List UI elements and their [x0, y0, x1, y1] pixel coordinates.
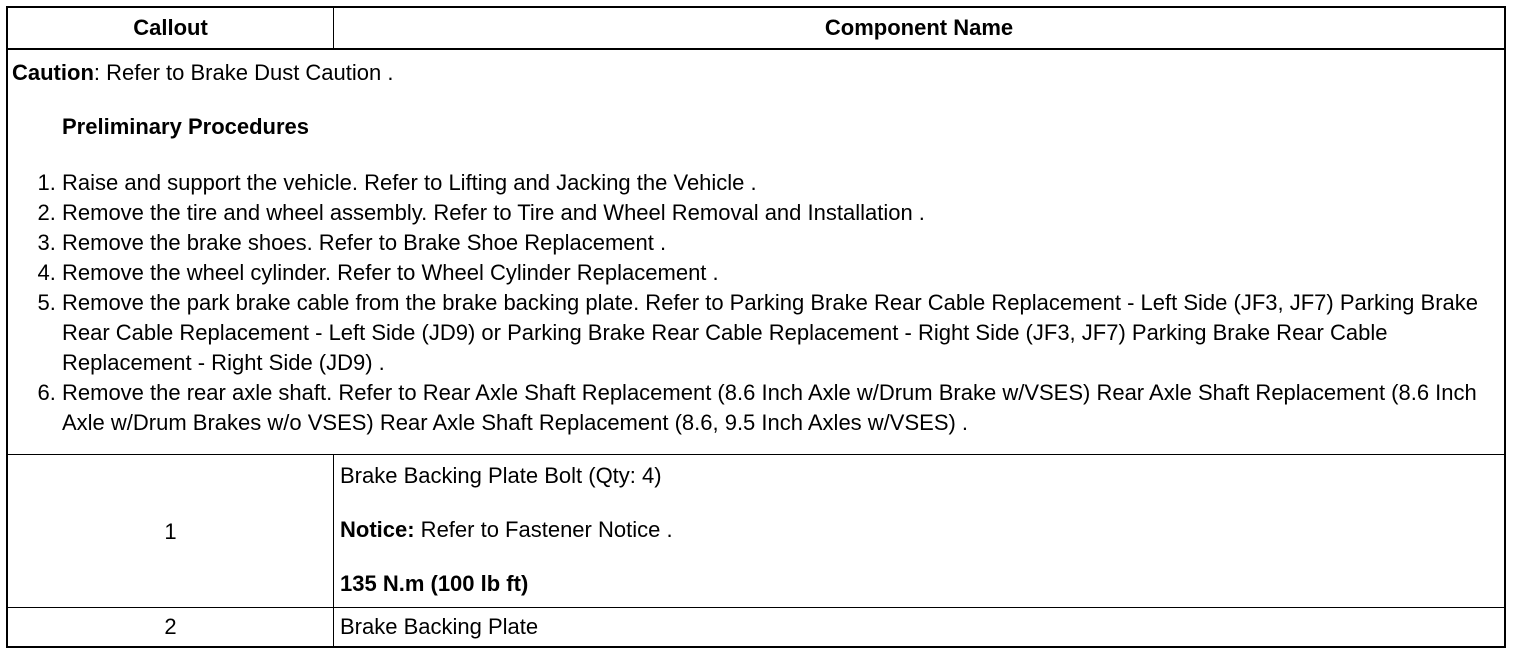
callout-number: 1 — [164, 519, 177, 544]
notice-text: Refer to Fastener Notice . — [414, 517, 673, 542]
header-callout: Callout — [133, 15, 208, 40]
step-item: 1. Raise and support the vehicle. Refer to Lifting and Jacking the Vehicle . — [62, 168, 1492, 198]
torque-spec: 135 N.m (100 lb ft) — [340, 571, 529, 596]
caution-note — [12, 60, 393, 86]
header-component-name: Component Name — [824, 15, 1014, 40]
component-name: Brake Backing Plate Bolt (Qty: 4) — [340, 463, 662, 488]
component-cell — [340, 463, 1490, 597]
notice-label: Notice: — [340, 517, 415, 542]
step-item: 4. Remove the wheel cylinder. Refer to Wheel Cylinder Replacement . — [62, 258, 1492, 288]
step-item: 2. Remove the tire and wheel assembly. Refer to Tire and Wheel Removal and Installation . — [62, 198, 1492, 228]
table-row — [8, 455, 1504, 608]
column-divider — [333, 608, 334, 646]
caution-text: : Refer to Brake Dust Caution . — [93, 60, 394, 85]
preliminary-steps-list — [8, 168, 1492, 438]
table-row — [8, 608, 1504, 646]
column-divider — [333, 455, 334, 607]
caution-label: Caution — [12, 60, 94, 85]
callout-number: 2 — [164, 614, 177, 639]
table-header — [8, 8, 1504, 50]
step-item: 5. Remove the park brake cable from the brake backing plate. Refer to Parking Brake Rear Cable Replacement - Left Side (JF3, JF7) Parking Brake Rear Cable Replacement - Left Side (JD9) or Parking Brake Rear Cable Replacement - Right Side (JF3, JF7) Parking Brake Rear Cable Replacement - Right Side (JD9) . — [62, 288, 1492, 378]
procedure-row — [8, 50, 1504, 455]
component-name: Brake Backing Plate — [340, 614, 539, 639]
step-item: 6. Remove the rear axle shaft. Refer to Rear Axle Shaft Replacement (8.6 Inch Axle w/Drum Brake w/VSES) Rear Axle Shaft Replacement (8.6 Inch Axle w/Drum Brakes w/o VSES) Rear Axle Shaft Replacement (8.6, 9.5 Inch Axles w/VSES) . — [62, 378, 1492, 438]
component-table — [6, 6, 1506, 648]
notice-note — [340, 517, 1490, 543]
preliminary-procedures-title: Preliminary Procedures — [62, 114, 310, 139]
step-item: 3. Remove the brake shoes. Refer to Brake Shoe Replacement . — [62, 228, 1492, 258]
